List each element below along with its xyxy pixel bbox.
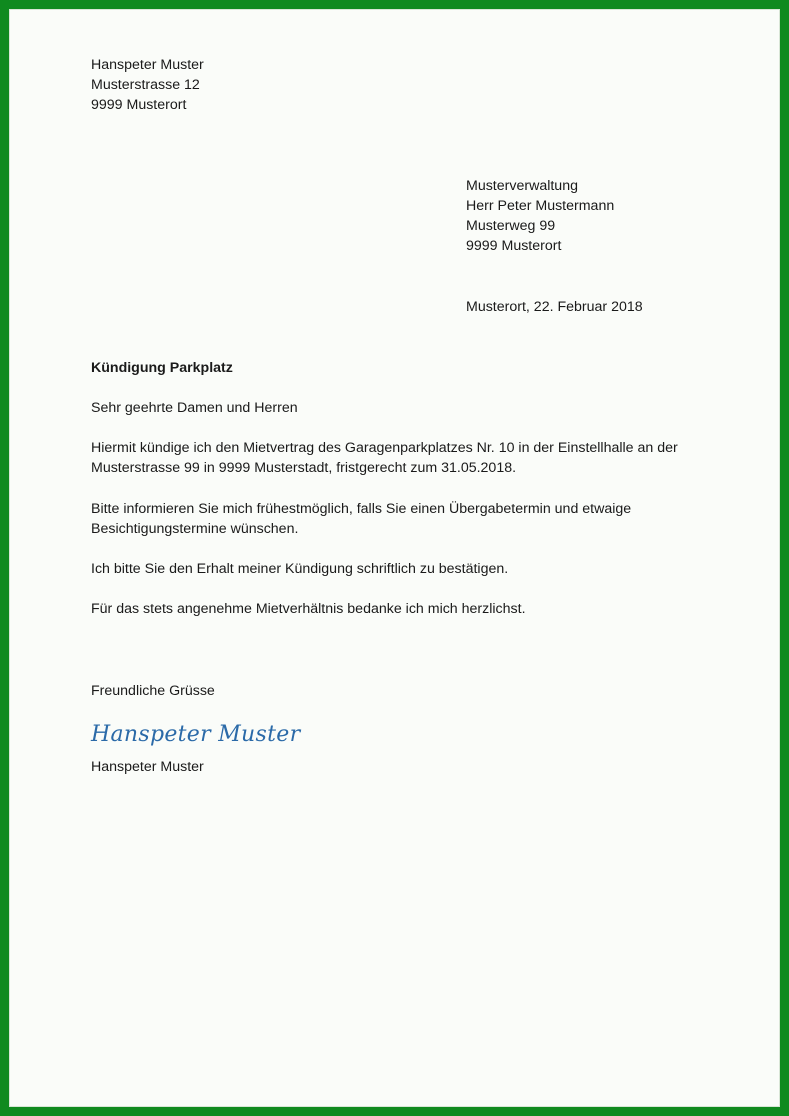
sender-address [91, 55, 204, 115]
letter-page [9, 9, 780, 1107]
closing-line: Freundliche Grüsse [91, 683, 215, 699]
recipient-company: Musterverwaltung [466, 178, 578, 194]
salutation: Sehr geehrte Damen und Herren [91, 400, 298, 416]
recipient-person: Herr Peter Mustermann [466, 198, 615, 214]
paragraph-line: Hiermit kündige ich den Mietvertrag des Garagenparkplatzes Nr. 10 in der Einstellhalle an der [91, 440, 678, 456]
body-paragraph-3 [91, 559, 508, 579]
paragraph-line: Besichtigungstermine wünschen. [91, 521, 299, 537]
body-paragraph-2 [91, 499, 631, 539]
sender-street: Musterstrasse 12 [91, 77, 200, 93]
recipient-street: Musterweg 99 [466, 218, 556, 234]
letter-subject: Kündigung Parkplatz [91, 360, 233, 376]
body-paragraph-4 [91, 599, 526, 619]
date-line: Musterort, 22. Februar 2018 [466, 299, 643, 315]
body-paragraph-1 [91, 438, 678, 478]
sender-name: Hanspeter Muster [91, 57, 204, 73]
sender-city: 9999 Musterort [91, 97, 187, 113]
signer-name: Hanspeter Muster [91, 759, 204, 775]
handwritten-signature: Hanspeter Muster [91, 722, 301, 747]
paragraph-line: Für das stets angenehme Mietverhältnis bedanke ich mich herzlichst. [91, 601, 526, 617]
recipient-address [466, 176, 614, 256]
paragraph-line: Musterstrasse 99 in 9999 Musterstadt, fristgerecht zum 31.05.2018. [91, 460, 517, 476]
paragraph-line: Ich bitte Sie den Erhalt meiner Kündigung schriftlich zu bestätigen. [91, 561, 509, 577]
recipient-city: 9999 Musterort [466, 238, 562, 254]
paragraph-line: Bitte informieren Sie mich frühestmöglich, falls Sie einen Übergabetermin und etwaige [91, 501, 632, 517]
